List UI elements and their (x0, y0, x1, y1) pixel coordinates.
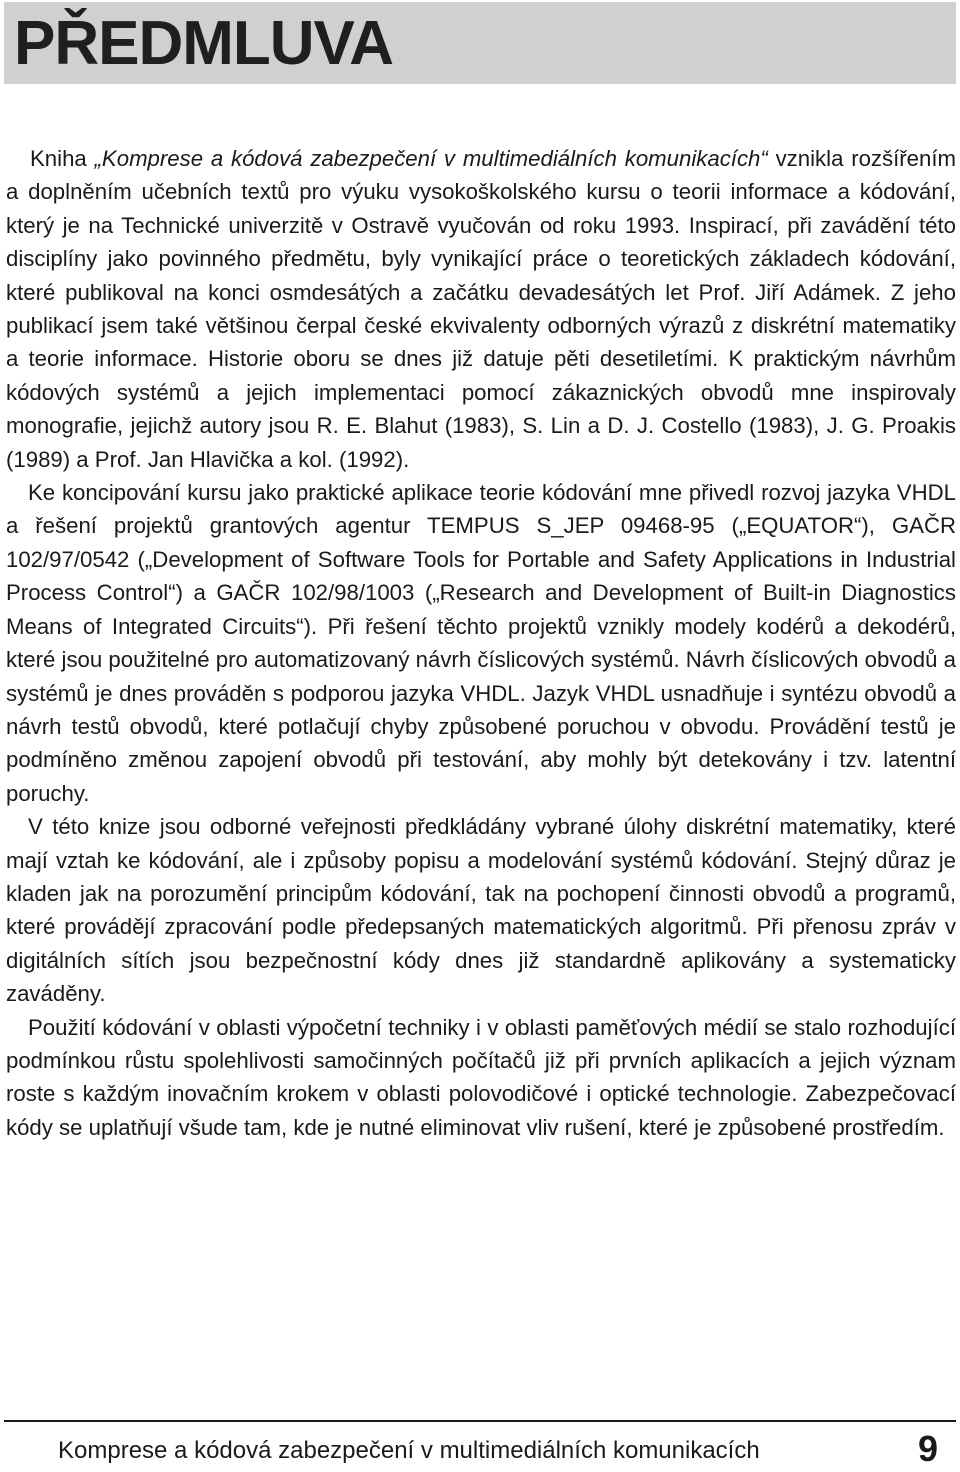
paragraph-1-rest: vznikla rozšířením a doplněním učebních textů pro výuku vysokoškolského kursu o teorii informace a kódování, který je na Technické univerzitě v Ostravě vyučován od roku 1993. Inspirací, při zavádění této disciplíny jako povinného předmětu, byly vynikající práce o teoretických základech kódování, které publikoval na konci osmdesátých a začátku devadesátých let Prof. Jiří Adámek. Z jeho publikací jsem také většinou čerpal české ekvivalenty odborných výrazů z diskrétní matematiky a teorie informace. Historie oboru se dnes již datuje pěti desetiletími. K praktickým návrhům kódových systémů a jejich implementaci pomocí zákaznických obvodů mne inspirovaly monografie, jejichž autory jsou R. E. Blahut (1983), S. Lin a D. J. Costello (1983), J. G. Proakis (1989) a Prof. Jan Hlavička a kol. (1992). (6, 146, 956, 472)
paragraph-1 (6, 142, 956, 476)
page-title: PŘEDMLUVA (14, 9, 394, 78)
footer-rule (4, 1420, 956, 1422)
book-title-italic: „Komprese a kódová zabezpečení v multimediálních komunikacích“ (94, 146, 768, 171)
body-text (6, 142, 956, 1144)
title-band (4, 2, 956, 84)
paragraph-1-lead: Kniha (30, 146, 95, 171)
footer-book-title: Komprese a kódová zabezpečení v multimediálních komunikacích (58, 1437, 760, 1464)
page-number: 9 (917, 1428, 938, 1469)
paragraph-4: Použití kódování v oblasti výpočetní techniky i v oblasti paměťových médií se stalo rozhodující podmínkou růstu spolehlivosti samočinných počítačů již při prvních aplikacích a jejich význam roste s každým inovačním krokem v oblasti polovodičové i optické technologie. Zabezpečovací kódy se uplatňují všude tam, kde je nutné eliminovat vliv rušení, které je způsobené prostředím. (6, 1014, 956, 1140)
paragraph-2: Ke koncipování kursu jako praktické aplikace teorie kódování mne přivedl rozvoj jazyka VHDL a řešení projektů grantových agentur TEMPUS S_JEP 09468-95 („EQUATOR“), GAČR 102/97/0542 („Development of Software Tools for Portable and Safety Applications in Industrial Process Control“) a GAČR 102/98/1003 („Research and Development of Built-in Diagnostics Means of Integrated Circuits“). Při řešení těchto projektů vznikly modely kodérů a dekodérů, které jsou použitelné pro automatizovaný návrh číslicových systémů. Návrh číslicových obvodů a systémů je dnes prováděn s podporou jazyka VHDL. Jazyk VHDL usnadňuje i syntézu obvodů a návrh testů obvodů, které potlačují chyby způsobené poruchou v obvodu. Provádění testů je podmíněno změnou zapojení obvodů při testování, aby mohly být detekovány i tzv. latentní poruchy. (6, 480, 956, 806)
paragraph-3: V této knize jsou odborné veřejnosti předkládány vybrané úlohy diskrétní matematiky, které mají vztah ke kódování, ale i způsoby popisu a modelování systémů kódování. Stejný důraz je kladen jak na porozumění principům kódování, tak na pochopení činnosti obvodů a programů, které provádějí zpracování podle předepsaných matematických algoritmů. Při přenosu zpráv v digitálních sítích jsou bezpečnostní kódy dnes již standardně aplikovány a systematicky zaváděny. (6, 814, 956, 1007)
